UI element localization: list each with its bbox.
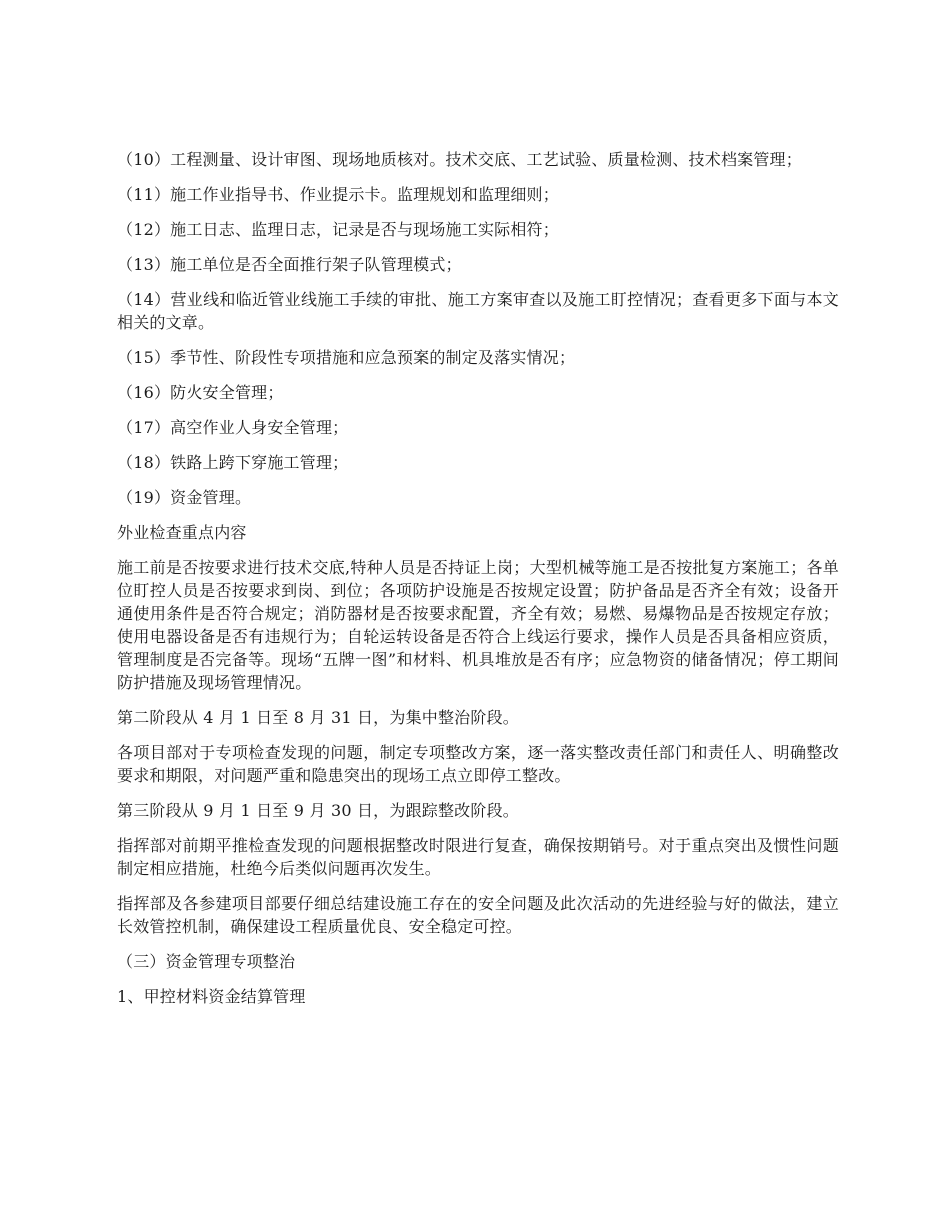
paragraph-phase-two: 第二阶段从 4 月 1 日至 8 月 31 日，为集中整治阶段。 — [117, 708, 519, 727]
subsection-heading-material-settlement: 1、甲控材料资金结算管理 — [117, 987, 306, 1006]
paragraph-item-13: （13）施工单位是否全面推行架子队管理模式； — [117, 255, 462, 274]
paragraph-item-16: （16）防火安全管理； — [117, 383, 284, 402]
paragraph-item-12: （12）施工日志、监理日志，记录是否与现场施工实际相符； — [117, 220, 559, 239]
paragraph-item-14: （14）营业线和临近管业线施工手续的审批、施工方案审查以及施工盯控情况；查看更多下面与本文相关的文章。 — [117, 290, 839, 332]
paragraph-summary: 指挥部及各参建项目部要仔细总结建设施工存在的安全问题及此次活动的先进经验与好的做法，建立长效管控机制，确保建设工程质量优良、安全稳定可控。 — [117, 894, 839, 936]
paragraph-item-18: （18）铁路上跨下穿施工管理； — [117, 453, 349, 472]
paragraph-item-17: （17）高空作业人身安全管理； — [117, 418, 349, 437]
paragraph-item-15: （15）季节性、阶段性专项措施和应急预案的制定及落实情况； — [117, 348, 576, 367]
section-heading-field-inspection: 外业检查重点内容 — [117, 523, 247, 542]
paragraph-item-10: （10）工程测量、设计审图、现场地质核对。技术交底、工艺试验、质量检测、技术档案管理； — [117, 150, 802, 169]
paragraph-phase-two-detail: 各项目部对于专项检查发现的问题，制定专项整改方案，逐一落实整改责任部门和责任人、明确整改要求和期限，对问题严重和隐患突出的现场工点立即停工整改。 — [117, 743, 839, 785]
paragraph-phase-three-detail: 指挥部对前期平推检查发现的问题根据整改时限进行复查，确保按期销号。对于重点突出及惯性问题制定相应措施，杜绝今后类似问题再次发生。 — [117, 836, 839, 878]
paragraph-item-19: （19）资金管理。 — [117, 488, 252, 507]
paragraph-item-11: （11）施工作业指导书、作业提示卡。监理规划和监理细则； — [117, 185, 559, 204]
document-body — [117, 148, 839, 1020]
paragraph-field-inspection-content: 施工前是否按要求进行技术交底,特种人员是否持证上岗；大型机械等施工是否按批复方案施工；各单位盯控人员是否按要求到岗、到位；各项防护设施是否按规定设置；防护备品是否齐全有效；设备开通使用条件是否符合规定；消防器材是否按要求配置，齐全有效；易燃、易爆物品是否按规定存放；使用电器设备是否有违规行为；自轮运转设备是否符合上线运行要求，操作人员是否具备相应资质，管理制度是否完备等。现场“五牌一图”和材料、机具堆放是否有序；应急物资的储备情况；停工期间防护措施及现场管理情况。 — [117, 558, 839, 692]
section-heading-fund-management: （三）资金管理专项整治 — [117, 952, 296, 971]
paragraph-phase-three: 第三阶段从 9 月 1 日至 9 月 30 日，为跟踪整改阶段。 — [117, 801, 519, 820]
